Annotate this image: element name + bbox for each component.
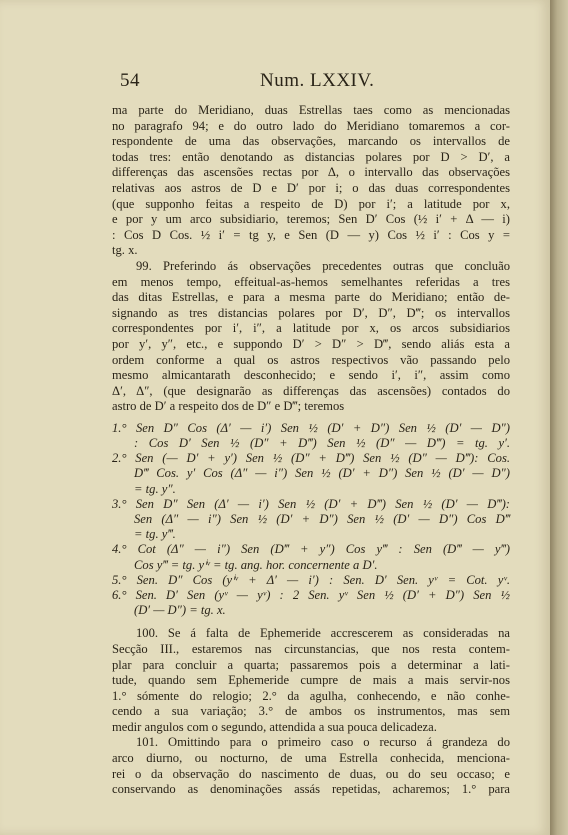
text-line: por y′, y″, etc., e suppondo D′ > D″ > D‴, sendo aliás esta a (112, 336, 510, 351)
text-line: no paragrafo 94; e do outro lado do Meridiano tomaremos a cor- (112, 118, 510, 133)
text-line: em menos tempo, effeitual-as-hemos semelhantes referidas a tres (112, 274, 510, 289)
text-line: mesmo almicantarath desconhecido; e sendo i′, i″, assim como (112, 368, 510, 383)
text-line: medir angulos com o segundo, attendida a sua pouca delicadeza. (112, 719, 437, 734)
paragraph-100 (112, 626, 510, 735)
text-line: plar para concluir a quarta; passaremos pois a determinar a lati- (112, 657, 510, 672)
running-head: Num. LXXIV. (260, 70, 375, 91)
paragraph-99 (112, 259, 510, 415)
formula-line: D‴ Cos. y′ Cos (Δ″ — i″) Sen ½ (D′ + D″) Sen ½ (D′ — D″) (134, 466, 510, 481)
text-line: Δ′, Δ″, (que designarão as differenças das ascensões) contados do (112, 383, 510, 398)
text-line: ma parte do Meridiano, duas Estrellas taes como as mencionadas (112, 103, 510, 117)
text-line: relativas aos astros de D e D′ por i; o das duas correspondentes (112, 180, 510, 195)
page-body (112, 103, 510, 798)
formula-line: (D′ — D″) = tg. x. (134, 603, 226, 618)
text-line: 1.° sómente do relogio; 2.° da agulha, conhecendo, e não conhe- (112, 688, 510, 703)
text-line: (que supponho feitas a respeito de D) por i′; a latitude por x, (112, 196, 510, 211)
formula-line: 5.° Sen. D″ Cos (yⁱᵛ + Δ′ — i′) : Sen. D′ Sen. yᵛ = Cot. yᵛ. (112, 572, 510, 587)
text-line: rei o da observação do nascimento de duas, ou do seu occaso; e (112, 766, 510, 781)
text-line: cendo a sua variação; 3.° de ambos os instrumentos, mas sem (112, 704, 510, 719)
text-line: Secção III., estaremos nas circunstancias, que nos resta contem- (112, 641, 510, 656)
text-line: signando as tres distancias polares por D′, D″, D‴; os intervallos (112, 305, 510, 320)
page-number: 54 (120, 70, 140, 91)
formula-line: = tg. y‴. (134, 527, 176, 542)
paragraph-continuation (112, 103, 510, 259)
text-line: differenças das ascensões rectas por Δ, o intervallo das observações (112, 165, 510, 180)
paragraph-101 (112, 735, 510, 797)
text-line: e por y um arco subsidiario, teremos; Sen D′ Cos (½ i′ + Δ — i) (112, 212, 510, 227)
text-line: 100. Se á falta de Ephemeride accrescerem as consideradas na (136, 626, 510, 641)
formula-line: 3.° Sen D″ Sen (Δ′ — i′) Sen ½ (D′ + D‴) Sen ½ (D′ — D‴): (112, 496, 510, 511)
text-line: todas tres: então denotando as distancias polares por D > D′, a (112, 149, 510, 164)
text-line: 99. Preferindo ás observações precedentes outras que concluão (136, 258, 510, 273)
formula-line: : Cos D′ Sen ½ (D″ + D‴) Sen ½ (D″ — D‴) = tg. y′. (134, 436, 510, 451)
text-line: das ditas Estrellas, e para a mesma parte do Meridiano; então de- (112, 290, 510, 305)
formula-line: 6.° Sen. D′ Sen (yᵛ — yᵛ) : 2 Sen. yᵛ Sen ½ (D′ + D″) Sen ½ (112, 587, 510, 602)
text-line: : Cos D Cos. ½ i′ = tg y, e Sen (D — y) Cos ½ i′ : Cos y = (112, 227, 510, 242)
page-edge (550, 0, 568, 835)
formula-list (112, 421, 510, 618)
text-line: respondente de uma das observações, marcando os intervallos de (112, 134, 510, 149)
formula-line: Sen (Δ″ — i″) Sen ½ (D′ + D″) Sen ½ (D′ — D″) Cos D‴ (134, 512, 510, 526)
formula-line: Cos y‴ = tg. yⁱᵛ = tg. ang. hor. concernente a D′. (134, 557, 378, 572)
formula-line: 4.° Cot (Δ″ — i″) Sen (D‴ + y″) Cos y‴ : Sen (D‴ — y‴) (112, 542, 510, 557)
text-line: tude, quando sem Ephemeride cumpre de mais a mais servir-nos (112, 673, 510, 688)
text-line: astro de D′ a respeito dos de D″ e D‴; teremos (112, 399, 345, 414)
formula-line: 1.° Sen D″ Cos (Δ′ — i′) Sen ½ (D′ + D″) Sen ½ (D′ — D″) (112, 420, 510, 435)
text-line: tg. x. (112, 243, 138, 258)
text-line: conservando as denominações assás repetidas, acharemos; 1.° para (112, 782, 510, 797)
formula-line: = tg. y″. (134, 481, 176, 496)
text-line: 101. Omittindo para o primeiro caso o recurso á grandeza do (136, 735, 510, 750)
text-line: arco diurno, ou nocturno, de uma Estrella conhecida, menciona- (112, 751, 510, 766)
formula-line: 2.° Sen (— D′ + y′) Sen ½ (D″ + D‴) Sen ½ (D″ — D‴): Cos. (112, 451, 510, 466)
text-line: ordem conforme a qual os astros respectivos vão passando pelo (112, 352, 510, 367)
page-header (120, 70, 520, 96)
text-line: correspondentes por i′, i″, a latitude por x, os arcos subsidiarios (112, 321, 510, 336)
